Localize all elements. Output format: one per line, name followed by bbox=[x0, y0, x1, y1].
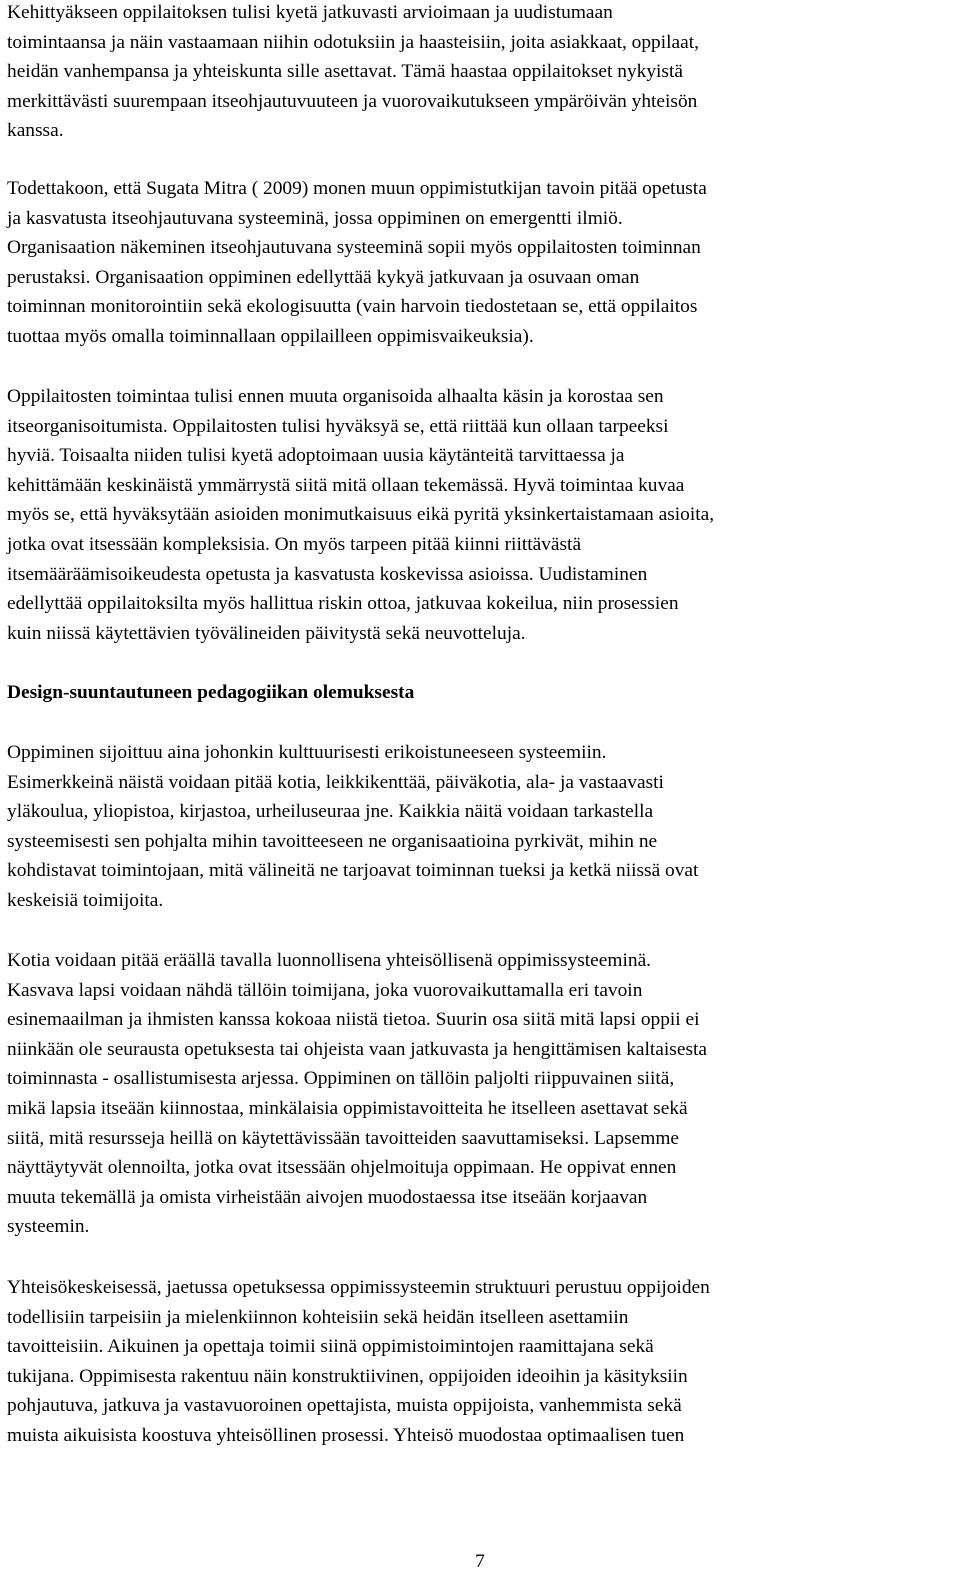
text-line: Kehittyäkseen oppilaitoksen tulisi kyetä jatkuvasti arvioimaan ja uudistumaan bbox=[7, 2, 613, 23]
text-line: tuottaa myös omalla toiminnallaan oppilailleen oppimisvaikeuksia). bbox=[7, 325, 534, 347]
text-line: mikä lapsia itseään kiinnostaa, minkälaisia oppimistavoitteita he itselleen asettavat sekä bbox=[7, 1097, 688, 1119]
text-line: kuin niissä käytettävien työvälineiden päivitystä sekä neuvotteluja. bbox=[7, 622, 526, 644]
text-line: itsemääräämisoikeudesta opetusta ja kasvatusta koskevissa asioissa. Uudistaminen bbox=[7, 563, 648, 585]
text-line: Oppilaitosten toimintaa tulisi ennen muuta organisoida alhaalta käsin ja korostaa sen bbox=[7, 386, 664, 407]
text-line: Organisaation näkeminen itseohjautuvana systeeminä sopii myös oppilaitosten toiminnan bbox=[7, 237, 701, 259]
paragraph bbox=[7, 738, 698, 916]
text-line: Oppiminen sijoittuu aina johonkin kulttuurisesti erikoistuneeseen systeemiin. bbox=[7, 742, 607, 763]
text-line: siitä, mitä resursseja heillä on käytettävissään tavoitteiden saavuttamiseksi. Lapsemme bbox=[7, 1127, 680, 1149]
text-line: Kotia voidaan pitää eräällä tavalla luonnollisena yhteisöllisenä oppimissysteeminä. bbox=[7, 950, 652, 971]
paragraph bbox=[7, 946, 707, 1242]
text-line: yläkoulua, yliopistoa, kirjastoa, urheiluseuraa jne. Kaikkia näitä voidaan tarkastella bbox=[7, 801, 654, 823]
text-line: heidän vanhempansa ja yhteiskunta sille asettavat. Tämä haastaa oppilaitokset nykyistä bbox=[7, 61, 683, 83]
page-number: 7 bbox=[475, 1551, 485, 1572]
text-line: perustaksi. Organisaation oppiminen edellyttää kykyä jatkuvaan ja osuvaan oman bbox=[7, 266, 640, 288]
text-line: jotka ovat itsessään kompleksisia. On myös tarpeen pitää kiinni riittävästä bbox=[7, 533, 582, 555]
text-line: toiminnan monitorointiin sekä ekologisuutta (vain harvoin tiedostetaan se, että oppilaitos bbox=[7, 296, 698, 318]
text-line: kanssa. bbox=[7, 120, 64, 142]
text-line: todellisiin tarpeisiin ja mielenkiinnon kohteisiin sekä heidän itselleen asettamiin bbox=[7, 1306, 629, 1328]
text-line: edellyttää oppilaitoksilta myös hallittua riskin ottoa, jatkuvaa kokeilua, niin prosessien bbox=[7, 593, 679, 615]
text-line: ja kasvatusta itseohjautuvana systeeminä, jossa oppiminen on emergentti ilmiö. bbox=[7, 207, 623, 229]
text-line: Yhteisökeskeisessä, jaetussa opetuksessa oppimissysteemin struktuuri perustuu oppijoiden bbox=[7, 1277, 710, 1298]
paragraph bbox=[7, 0, 699, 146]
text-line: niinkään ole seurausta opetuksesta tai ohjeista vaan jatkuvasta ja hengittämisen kaltaisesta bbox=[7, 1038, 707, 1060]
text-line: keskeisiä toimijoita. bbox=[7, 889, 164, 911]
text-line: systeemin. bbox=[7, 1216, 90, 1238]
text-line: muista aikuisista koostuva yhteisöllinen prosessi. Yhteisö muodostaa optimaalisen tuen bbox=[7, 1424, 685, 1446]
text-line: Todettakoon, että Sugata Mitra ( 2009) monen muun oppimistutkijan tavoin pitää opetusta bbox=[7, 178, 707, 199]
text-line: kehittämään keskinäistä ymmärrystä siitä mitä ollaan tekemässä. Hyvä toimintaa kuvaa bbox=[7, 474, 685, 496]
paragraph bbox=[7, 382, 714, 648]
text-line: Kasvava lapsi voidaan nähdä tällöin toimijana, joka vuorovaikuttamalla eri tavoin bbox=[7, 979, 643, 1001]
text-line: tavoitteisiin. Aikuinen ja opettaja toimii siinä oppimistoimintojen raamittajana sekä bbox=[7, 1336, 654, 1358]
text-line: myös se, että hyväksytään asioiden monimutkaisuus eikä pyritä yksinkertaistamaan asioita, bbox=[7, 504, 715, 526]
text-line: hyviä. Toisaalta niiden tulisi kyetä adoptoimaan uusia käytänteitä tarvittaessa ja bbox=[7, 445, 625, 467]
text-line: systeemisesti sen pohjalta mihin tavoitteeseen ne organisaatioina pyrkivät, mihin ne bbox=[7, 830, 658, 852]
text-line: esinemaailman ja ihmisten kanssa kokoaa niistä tietoa. Suurin osa siitä mitä lapsi oppii ei bbox=[7, 1009, 700, 1031]
text-line: toiminnasta - osallistumisesta arjessa. Oppiminen on tällöin paljolti riippuvainen siitä, bbox=[7, 1068, 675, 1090]
paragraph bbox=[7, 1273, 710, 1451]
text-line: kohdistavat toimintojaan, mitä välineitä ne tarjoavat toiminnan tueksi ja ketkä niissä ovat bbox=[7, 860, 699, 882]
paragraph bbox=[7, 174, 707, 352]
text-line: pohjautuva, jatkuva ja vastavuoroinen opettajista, muista oppijoista, vanhemmista sekä bbox=[7, 1395, 682, 1417]
text-line: näyttäytyvät olennoilta, jotka ovat itsessään ohjelmoituja oppimaan. He oppivat ennen bbox=[7, 1157, 677, 1179]
text-line: Esimerkkeinä näistä voidaan pitää kotia, leikkikenttää, päiväkotia, ala- ja vastaavasti bbox=[7, 771, 664, 793]
text-line: tukijana. Oppimisesta rakentuu näin konstruktiivinen, oppijoiden ideoihin ja käsityksiin bbox=[7, 1365, 688, 1387]
text-line: itseorganisoitumista. Oppilaitosten tulisi hyväksyä se, että riittää kun ollaan tarpeeksi bbox=[7, 415, 669, 437]
text-line: muuta tekemällä ja omista virheistään aivojen muodostaessa itse itseään korjaavan bbox=[7, 1186, 648, 1208]
text-line: toimintaansa ja näin vastaamaan niihin odotuksiin ja haasteisiin, joita asiakkaat, oppilaat, bbox=[7, 31, 699, 53]
text-line: merkittävästi suurempaan itseohjautuvuuteen ja vuorovaikutukseen ympäröivän yhteisön bbox=[7, 90, 698, 112]
section-heading: Design-suuntautuneen pedagogiikan olemuksesta bbox=[7, 682, 415, 703]
